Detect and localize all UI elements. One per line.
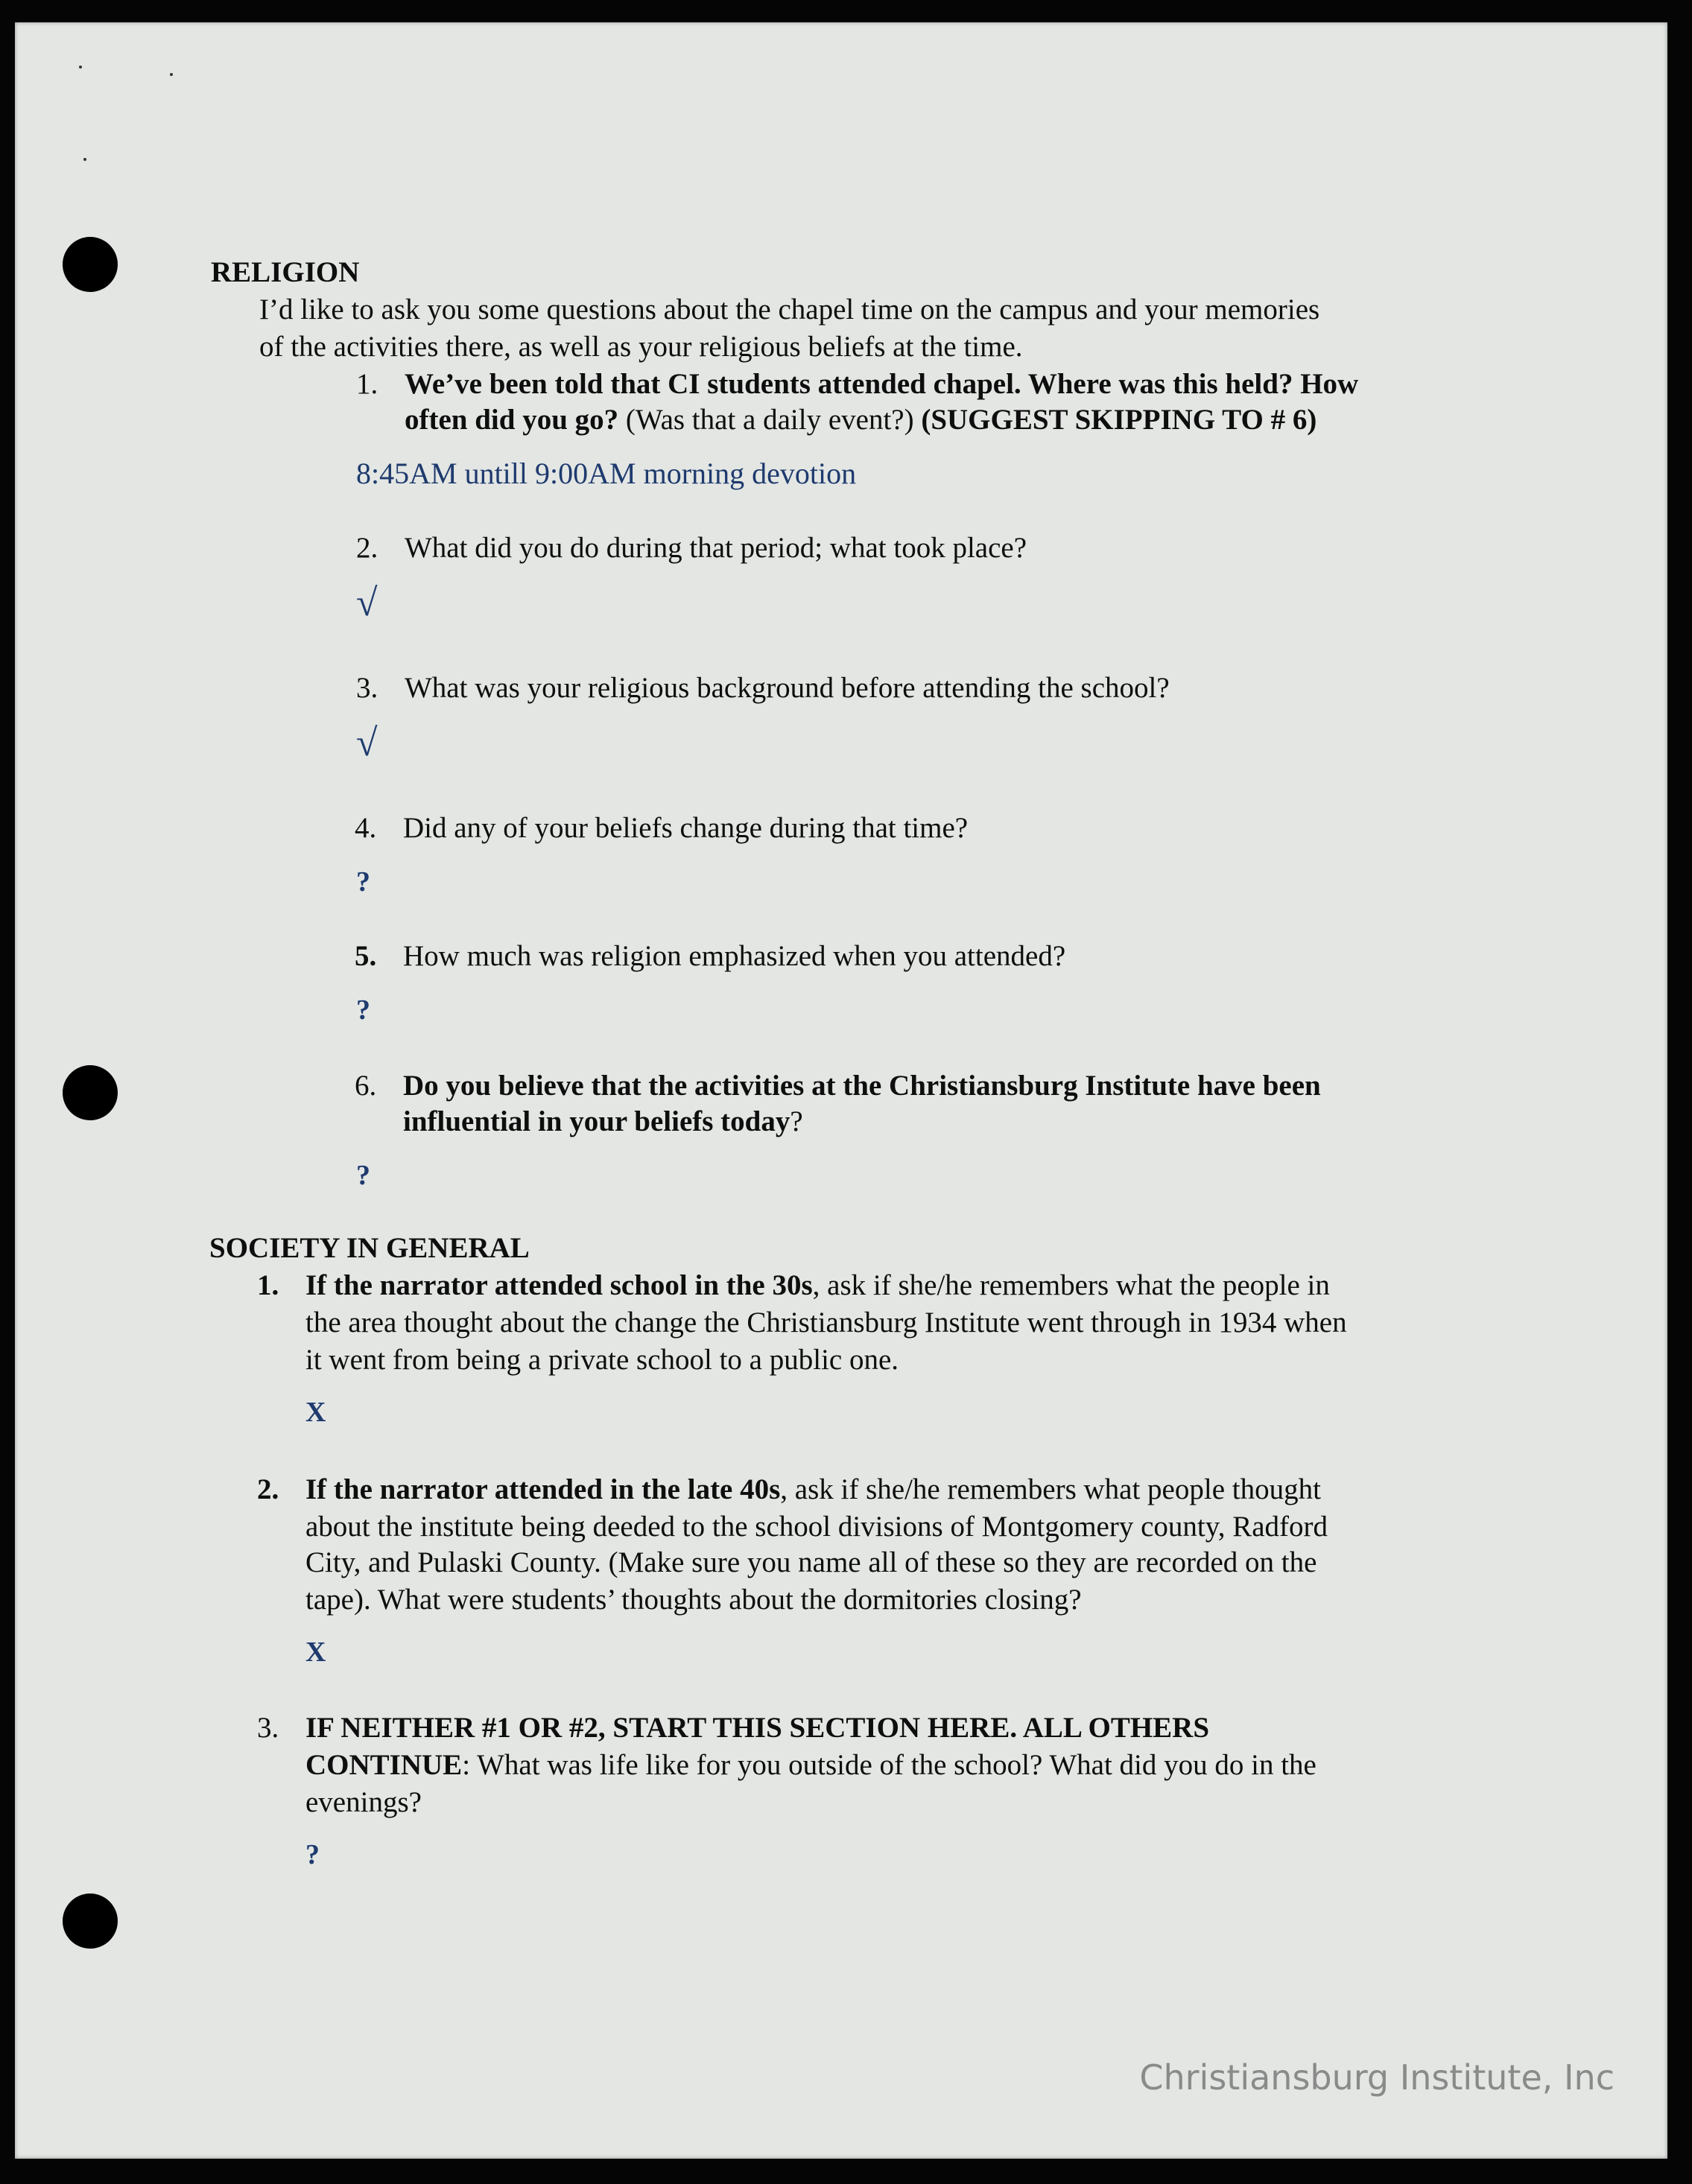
question-text: What was your religious background before attending the school? bbox=[405, 672, 1170, 704]
watermark: Christiansburg Institute, Inc bbox=[1139, 2057, 1615, 2098]
answer-annotation: 8:45AM untill 9:00AM morning devotion bbox=[356, 457, 857, 490]
religion-intro-line-1: I’d like to ask you some questions about the chapel time on the campus and your memories bbox=[259, 293, 1320, 326]
question-number: 3. bbox=[257, 1712, 279, 1744]
punch-hole-top bbox=[63, 237, 118, 292]
checkmark-annotation: √ bbox=[356, 582, 378, 624]
question-text: If the narrator attended school in the 30s, ask if she/he remembers what the people in bbox=[305, 1269, 1330, 1301]
question-text: CONTINUE: What was life like for you outside of the school? What did you do in the bbox=[305, 1749, 1316, 1781]
x-annotation: X bbox=[305, 1637, 326, 1668]
question-text: the area thought about the change the Christiansburg Institute went through in 1934 when bbox=[305, 1307, 1347, 1339]
answer-annotation: ? bbox=[305, 1839, 320, 1870]
question-text: often did you go? (Was that a daily event?) (SUGGEST SKIPPING TO # 6) bbox=[405, 404, 1317, 436]
question-text: it went from being a private school to a public one. bbox=[305, 1344, 899, 1376]
question-number: 6. bbox=[355, 1070, 377, 1102]
question-text: evenings? bbox=[305, 1786, 422, 1818]
answer-annotation: ? bbox=[356, 866, 370, 898]
question-text: How much was religion emphasized when you attended? bbox=[403, 940, 1066, 972]
answer-annotation: ? bbox=[356, 1160, 370, 1191]
question-text: City, and Pulaski County. (Make sure you name all of these so they are recorded on the bbox=[305, 1546, 1317, 1578]
x-annotation: X bbox=[305, 1397, 326, 1428]
question-number: 1. bbox=[356, 368, 378, 400]
question-text: influential in your beliefs today? bbox=[403, 1105, 803, 1137]
question-number: 3. bbox=[356, 672, 378, 704]
question-number: 1. bbox=[257, 1269, 279, 1301]
religion-intro-line-2: of the activities there, as well as your religious beliefs at the time. bbox=[259, 331, 1023, 363]
question-number: 2. bbox=[257, 1473, 279, 1505]
religion-heading: RELIGION bbox=[211, 256, 360, 288]
question-number: 2. bbox=[356, 532, 378, 564]
question-text: If the narrator attended in the late 40s, ask if she/he remembers what people thought bbox=[305, 1473, 1321, 1505]
answer-annotation: ? bbox=[356, 994, 370, 1026]
question-text: Did any of your beliefs change during that time? bbox=[403, 812, 969, 844]
question-text: We’ve been told that CI students attended chapel. Where was this held? How bbox=[405, 368, 1359, 400]
question-text: about the institute being deeded to the school divisions of Montgomery county, Radford bbox=[305, 1511, 1328, 1543]
question-text: What did you do during that period; what took place? bbox=[405, 532, 1027, 564]
checkmark-annotation: √ bbox=[356, 722, 378, 764]
society-heading: SOCIETY IN GENERAL bbox=[209, 1232, 530, 1264]
question-text: Do you believe that the activities at the Christiansburg Institute have been bbox=[403, 1070, 1321, 1102]
punch-hole-middle bbox=[63, 1065, 118, 1120]
question-text: IF NEITHER #1 OR #2, START THIS SECTION HERE. ALL OTHERS bbox=[305, 1712, 1210, 1744]
question-number: 4. bbox=[355, 812, 377, 844]
punch-hole-bottom bbox=[63, 1893, 118, 1949]
question-text: tape). What were students’ thoughts about the dormitories closing? bbox=[305, 1584, 1082, 1616]
paper-speck bbox=[79, 66, 82, 69]
paper-speck bbox=[170, 73, 173, 76]
question-number: 5. bbox=[355, 940, 377, 972]
paper-speck bbox=[83, 158, 86, 161]
